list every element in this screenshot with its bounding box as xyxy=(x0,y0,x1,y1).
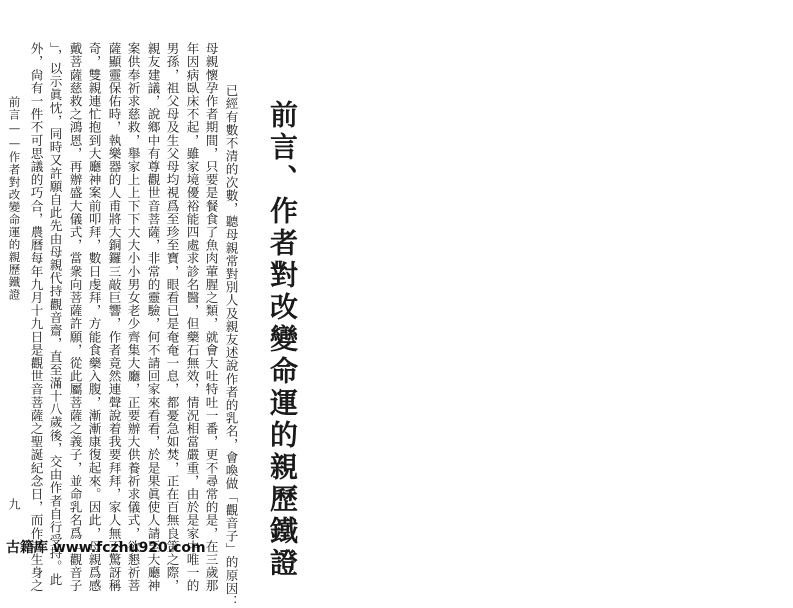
body-column-1: 已經有數不清的次數，聽母親常對別人及親友述說作者的乳名，會喚做「觀音子」的原因： xyxy=(223,84,239,608)
body-column-7: 薩顯靈保佑時，執樂器的人甫將大銅鑼三敲巨響，作者竟然連聲說着我要拜拜，家人無不驚訝稱 xyxy=(106,42,122,593)
body-column-5: 親友建議，說鄉中有尊觀世音菩薩，非常的靈驗，何不請回家來看看，於是果眞使人請至大廳神 xyxy=(145,42,161,593)
body-column-6: 案供奉祈求慈救，舉家上上下下大大小小男女老少齊集大廳，正要辦大供養祈求儀式，欲懇祈菩 xyxy=(125,42,141,593)
running-head: 前言——作者對改變命運的親歷鐵證 xyxy=(7,96,22,301)
site-watermark: 古籍库 www.fczhu920.com xyxy=(6,540,206,556)
chapter-title: 前言、作者對改變命運的親歷鐵證 xyxy=(266,100,299,580)
body-column-10: 」，以示眞忱，同時又許願自此先由母親代持觀音齋，直至滿十八歲後，交由作者自行受持。此 xyxy=(47,42,63,586)
body-column-2: 母親懷孕作者期間，只要是餐食了魚肉葷腥之類，就會大吐特吐一番，更不尋常的是，在三歲那 xyxy=(203,42,219,593)
body-column-4: 男孫，祖父母及生父母均視爲至珍至寶，眼看已是奄奄一息，都憂急如焚，正在百無良策之際， xyxy=(164,42,180,593)
page-number: 九 xyxy=(7,498,21,510)
body-column-11: 外，尙有一件不可思議的巧合，農曆每年九月十九日是觀世音菩薩之聖誕紀念日，而作者生身之 xyxy=(28,42,44,593)
body-column-9: 戴菩薩慈救之鴻恩，再辦盛大儀式，當衆向菩薩許願，從此屬菩薩之義子，並命乳名爲「觀音子 xyxy=(67,42,83,593)
body-column-8: 奇，雙親連忙抱到大廳神案前叩拜，數日虔拜，方能食藥入腹，漸漸康復起來。因此，母親爲感 xyxy=(86,42,102,593)
body-column-3: 年因病臥床不起，雖家境優裕能四處求診名醫，但藥石無效，情況相當嚴重，由於是家中唯一的 xyxy=(184,42,200,593)
